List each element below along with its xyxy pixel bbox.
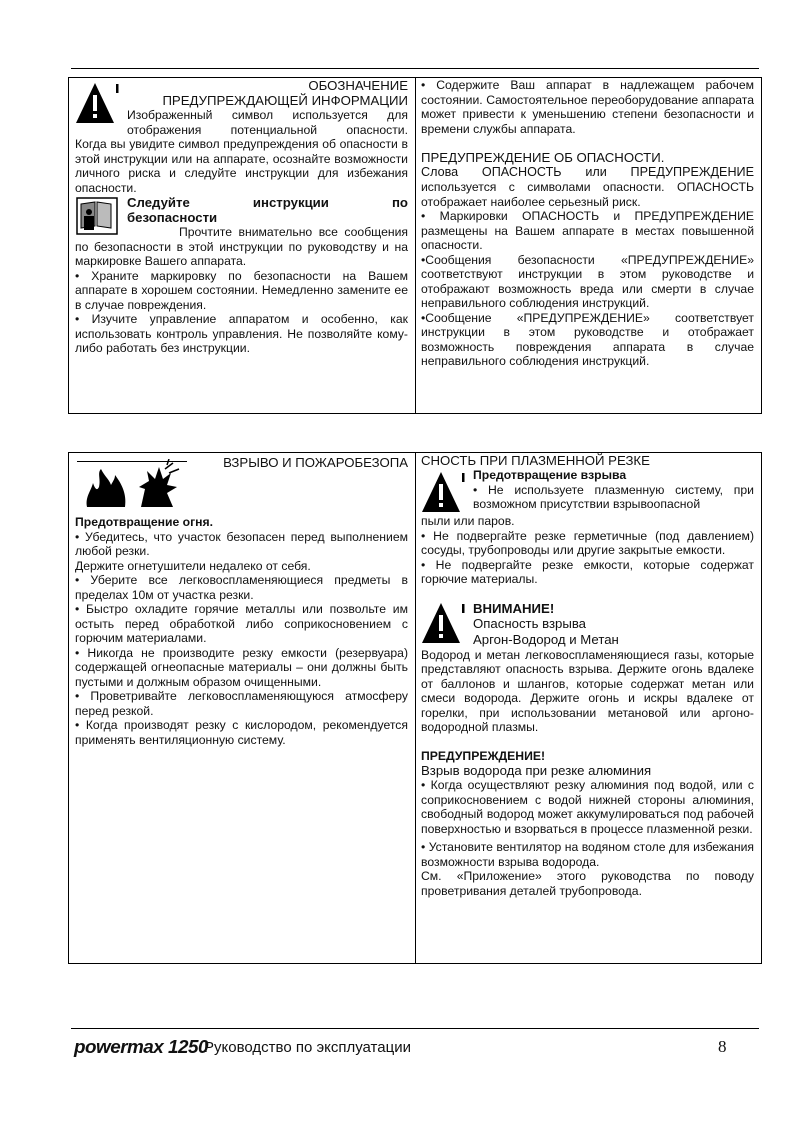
warning-heading: ПРЕДУПРЕЖДЕНИЕ!	[421, 748, 546, 763]
plasma-safety-title: СНОСТЬ ПРИ ПЛАЗМЕННОЙ РЕЗКЕ	[421, 453, 650, 468]
warning-triangle-icon	[75, 81, 121, 125]
heading-word-2: инструкции	[252, 195, 329, 210]
attention-line-1: Опасность взрыва	[473, 615, 587, 631]
footer-rule	[71, 1028, 759, 1029]
warning-triangle-icon	[421, 601, 467, 645]
column-divider	[415, 453, 416, 963]
aluminium-bullet-2: • Установите вентилятор на водяном столе для избежания возможности взрыва водорода.	[421, 840, 754, 869]
brand-logo: powermax 1250	[74, 1037, 208, 1057]
fire-bullet-3: • Быстро охладите горячие металлы или позвольте им остыть перед обработкой либо соприкосновением с горючим материалами.	[75, 602, 408, 645]
box2-left-column	[75, 453, 408, 747]
top-rule	[71, 68, 759, 69]
box1-right-para: используется с символами опасности. ОПАСНОСТЬ отображает наиболее серьезный риск.	[421, 180, 754, 209]
fire-bullet-5: • Проветривайте легковоспламеняющуюся атмосферу перед резкой.	[75, 689, 408, 718]
fire-bullet-2: • Уберите все легковоспламеняющиеся предметы в пределах 10м от участка резки.	[75, 573, 408, 602]
plasma-bullet-1-cont: пыли или паров.	[421, 514, 515, 528]
follow-instructions-heading-2: безопасности	[127, 210, 218, 225]
box1-right-bullet-2: • Маркировки ОПАСНОСТЬ и ПРЕДУПРЕЖДЕНИЕ размещены на Вашем аппарате в местах повышенной опасности.	[421, 209, 754, 252]
aluminium-bullet-1: • Когда осуществляют резку алюминия под водой, или с соприкосновением с водой нижней стороны алюминия, свободный водород может аккумулироваться под рабочей поверхностью и взорваться в процессе плазменной резки.	[421, 778, 754, 836]
box1-right-para-line1: Слова ОПАСНОСТЬ или ПРЕДУПРЕЖДЕНИЕ	[421, 165, 754, 179]
warning-symbols-box	[68, 77, 762, 414]
box1-title-line2: ПРЕДУПРЕЖДАЮЩЕЙ ИНФОРМАЦИИ	[162, 93, 408, 108]
attention-line-2: Аргон-Водород и Метан	[473, 631, 619, 647]
box1-right-bullet-1: • Содержите Ваш аппарат в надлежащем рабочем состоянии. Самостоятельное переоборудование аппарата может привести к уменьшению степени безопасности и времени службы аппарата.	[421, 78, 754, 136]
footer-title: Руководство по эксплуатации	[204, 1039, 411, 1056]
appendix-note: См. «Приложение» этого руководства по поводу проветривания деталей трубопровода.	[421, 869, 754, 898]
box1-right-bullet-3: •Сообщения безопасности «ПРЕДУПРЕЖДЕНИЕ» соответствуют инструкции в этом руководстве и отображают возможность вреда или смерти в случае неправильного соблюдения инструкций.	[421, 252, 754, 310]
box1-para1-line2: отображения потенциальной опасности.	[127, 122, 408, 137]
fire-para-1: Держите огнетушители недалеко от себя.	[75, 558, 311, 573]
plasma-bullet-3: • Не подвергайте резке емкости, которые содержат горючие материалы.	[421, 557, 754, 586]
fire-header	[75, 453, 408, 515]
box1-bullet-1: • Храните маркировку по безопасности на Вашем аппарате в хорошем состоянии. Немедленно замените ее в случае повреждения.	[75, 268, 408, 312]
attention-heading: ВНИМАНИЕ!	[473, 600, 555, 616]
heading-word-3: по	[391, 195, 408, 210]
box1-right-column	[421, 78, 754, 369]
danger-warning-heading: ПРЕДУПРЕЖДЕНИЕ ОБ ОПАСНОСТИ.	[421, 150, 665, 165]
warning-triangle-icon	[421, 470, 467, 514]
box1-para1-line1: Изображенный символ используется для	[127, 108, 408, 122]
follow-instructions-heading	[75, 195, 408, 210]
fire-bullet-4: • Никогда не производите резку емкости (резервуара) содержащей огнеопасные материалы – они должны быть пустыми и должным образом очищенными.	[75, 645, 408, 689]
column-divider	[415, 78, 416, 413]
box2-right-column	[421, 453, 754, 898]
plasma-bullet-2: • Не подвергайте резке герметичные (под давлением) сосуды, трубопроводы или другие закрытые емкости.	[421, 528, 754, 557]
fire-bullet-1: • Убедитесь, что участок безопасен перед выполнением любой резки.	[75, 529, 408, 558]
fire-safety-title: ВЗРЫВО И ПОЖАРОБЕЗОПА	[223, 455, 408, 470]
warning-subheading: Взрыв водорода при резке алюминия	[421, 763, 652, 778]
fire-bullet-6: • Когда производят резку с кислородом, рекомендуется применять вентиляционную систему.	[75, 718, 408, 747]
explosion-prevention-heading: Предотвращение взрыва	[473, 468, 627, 482]
fire-explosion-box	[68, 452, 762, 964]
fire-prevention-heading: Предотвращение огня.	[75, 515, 214, 529]
box1-bullet-2: • Изучите управление аппаратом и особенно, как использовать контроль управления. Не позволяйте кому-либо работать без инструкции.	[75, 312, 408, 355]
box1-title-line1: ОБОЗНАЧЕНИЕ	[308, 78, 408, 93]
plasma-bullet-1: • Не используете плазменную систему, при возможном присутствии взрывоопасной	[473, 482, 754, 511]
box1-para1-text: Когда вы увидите символ предупреждения об опасности в этой инструкции или на аппарате, осознайте возможности личного риска и следуйте инструкции для избежания опасности.	[75, 137, 408, 195]
box1-right-bullet-4: •Сообщение «ПРЕДУПРЕЖДЕНИЕ» соответствует инструкции в этом руководстве и отображает возможность повреждения аппарата в случае неправильного соблюдения инструкций.	[421, 310, 754, 368]
fire-icon	[83, 467, 131, 509]
read-manual-icon	[75, 196, 121, 238]
heading-word-1: Следуйте	[127, 195, 190, 210]
box1-para2: Прочтите внимательно все сообщения по безопасности в этой инструкции по руководству и на маркировке Вашего аппарата.	[75, 225, 408, 268]
page-number: 8	[718, 1037, 727, 1056]
explosion-icon	[137, 459, 183, 509]
attention-text: Водород и метан легковоспламеняющиеся газы, которые представляют опасность взрыва. Держите огонь вдалеке от баллонов и шлангов, которые содержат метан или смеси водорода. Держите огонь и искры вдалеке от горелки, при использовании метановой или аргоно-водородной плазмы.	[421, 647, 754, 734]
box1-left-column	[75, 78, 408, 356]
